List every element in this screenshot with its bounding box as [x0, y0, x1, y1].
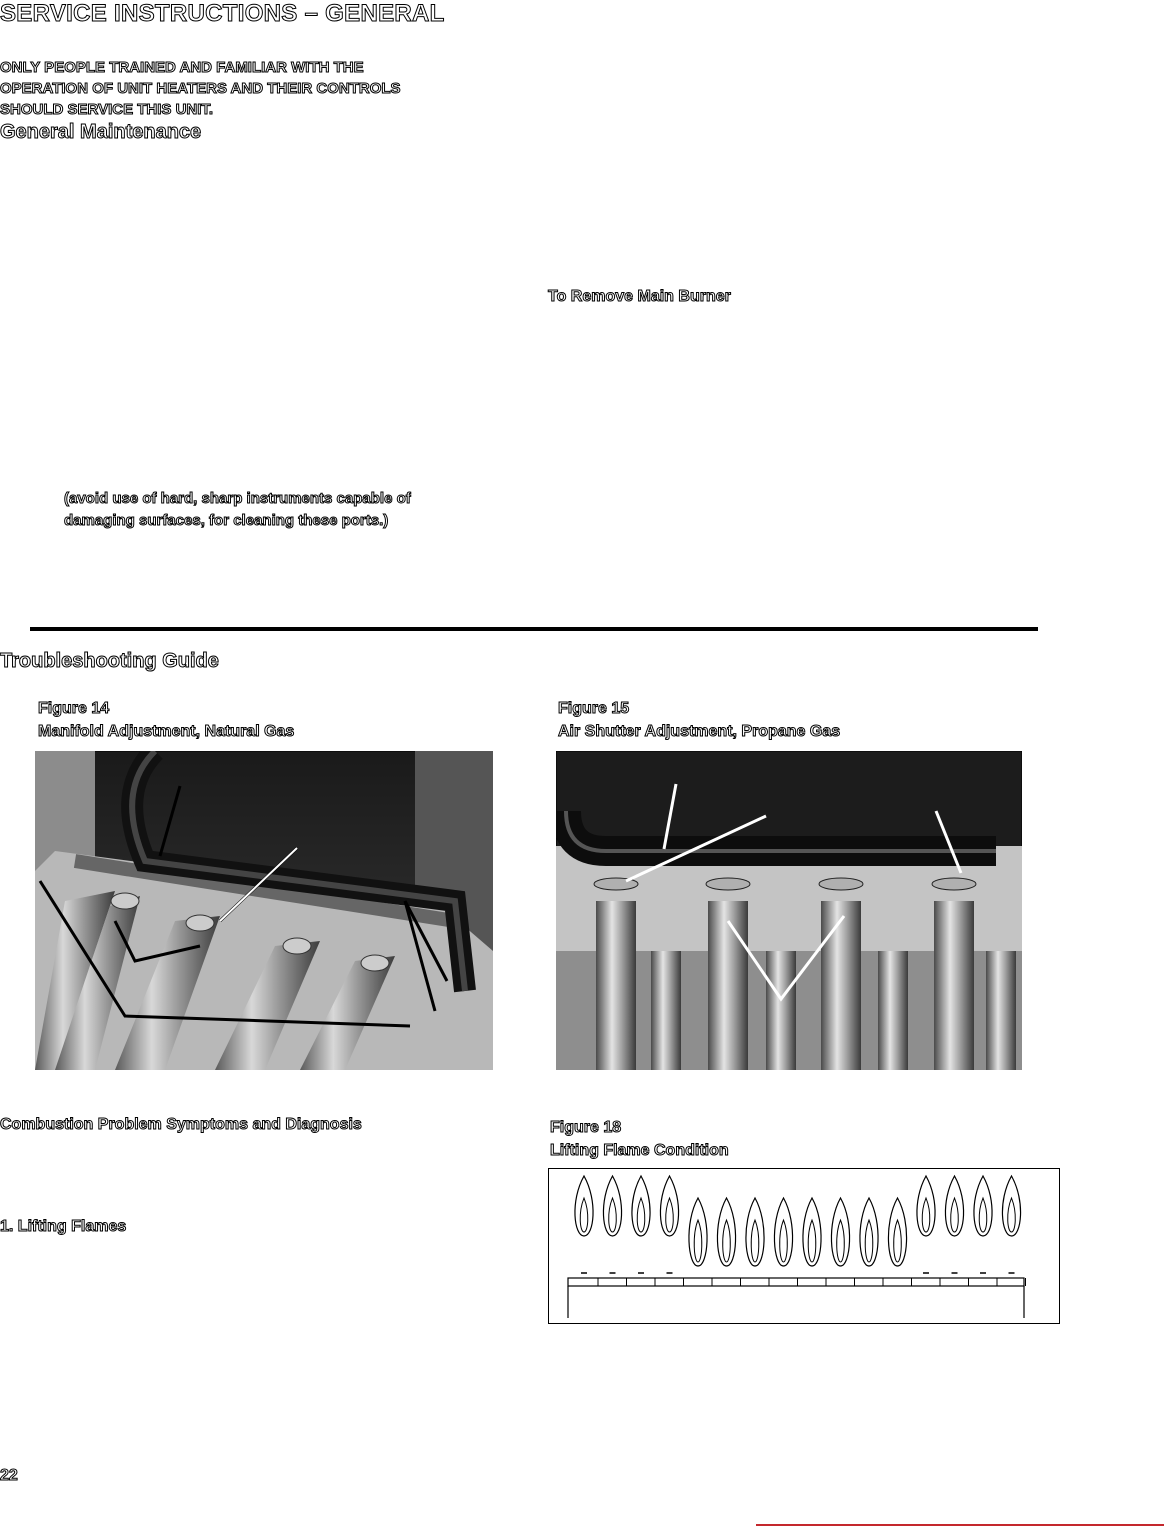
manifold-adjustment-photo — [35, 751, 493, 1070]
lifting-flames-heading: 1. Lifting Flames — [0, 1218, 127, 1235]
lifting-flame-diagram — [548, 1168, 1060, 1324]
combustion-diagnosis-heading: Combustion Problem Symptoms and Diagnosis — [0, 1116, 362, 1133]
cleaning-caution-note: (avoid use of hard, sharp instruments capable of damaging surfaces, for cleaning these ports.) — [64, 490, 411, 529]
remove-main-burner-heading: To Remove Main Burner — [548, 288, 731, 305]
page-title: SERVICE INSTRUCTIONS – GENERAL — [0, 0, 445, 27]
figure-15-caption — [558, 697, 840, 743]
page-number: 22 — [0, 1467, 18, 1484]
troubleshooting-heading: Troubleshooting Guide — [0, 650, 219, 672]
service-warning — [0, 57, 520, 120]
warning-line-3: SHOULD SERVICE THIS UNIT. — [0, 101, 214, 118]
warning-line-2: OPERATION OF UNIT HEATERS AND THEIR CONTROLS — [0, 80, 401, 97]
warning-line-1: ONLY PEOPLE TRAINED AND FAMILIAR WITH THE — [0, 59, 364, 76]
figure-14-caption — [38, 697, 294, 743]
figure-15-title: Air Shutter Adjustment, Propane Gas — [558, 723, 841, 740]
general-maintenance-heading: General Maintenance — [0, 121, 202, 143]
figure-14-title: Manifold Adjustment, Natural Gas — [38, 723, 295, 740]
air-shutter-adjustment-photo — [556, 751, 1022, 1070]
figure-18-caption — [550, 1116, 729, 1162]
figure-18-title: Lifting Flame Condition — [550, 1142, 729, 1159]
figure-14-number: Figure 14 — [38, 700, 110, 717]
figure-15-number: Figure 15 — [558, 700, 630, 717]
footer-accent-line — [756, 1524, 1164, 1526]
figure-18-number: Figure 18 — [550, 1119, 622, 1136]
section-divider — [30, 627, 1038, 631]
